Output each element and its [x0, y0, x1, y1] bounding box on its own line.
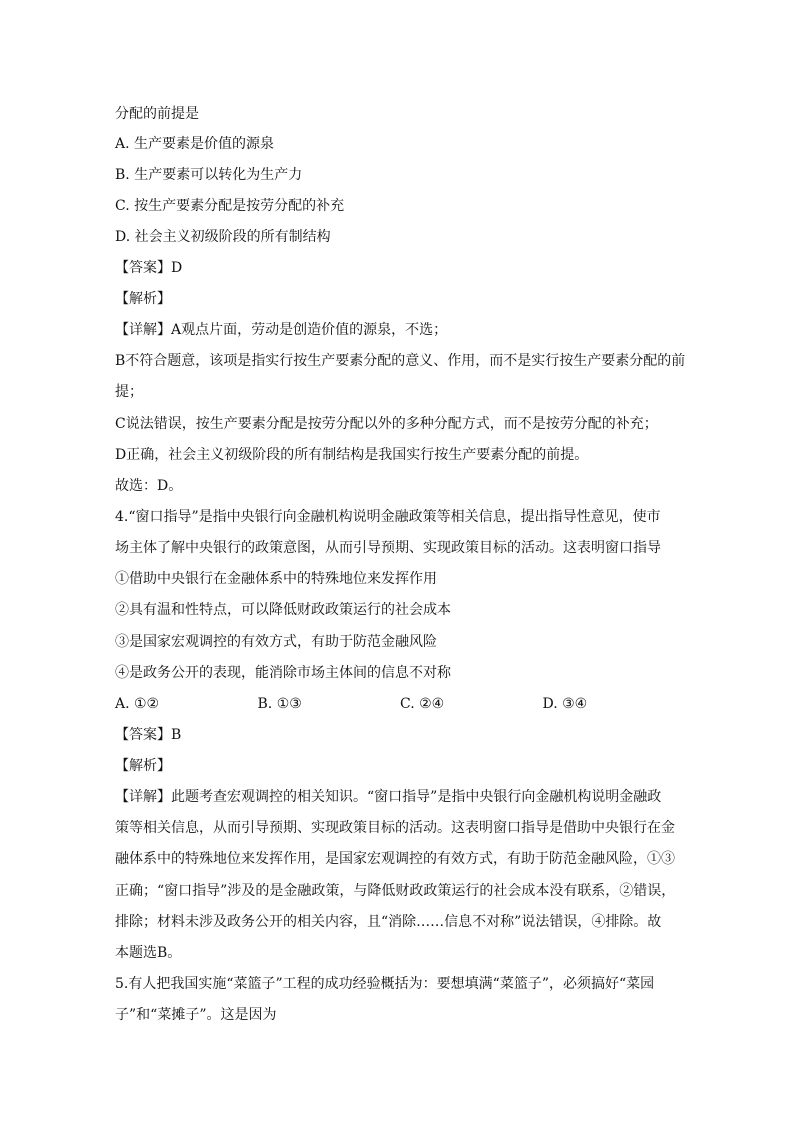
q4-detail-line: 正确；“窗口指导”涉及的是金融政策，与降低财政政策运行的社会成本没有联系，②错误， [115, 883, 676, 899]
q3-option-a: A. 生产要素是价值的源泉 [115, 136, 275, 152]
q3-detail-line: C说法错误，按生产要素分配是按劳分配以外的多种分配方式，而不是按劳分配的补充； [115, 416, 658, 432]
q4-option-b: B. ①③ [257, 696, 302, 712]
q3-option-c: C. 按生产要素分配是按劳分配的补充 [115, 198, 345, 214]
q4-option-c: C. ②④ [400, 696, 445, 712]
q4-answer: 【答案】B [115, 727, 182, 743]
q4-analysis-heading: 【解析】 [115, 758, 171, 774]
question-5-stem: 5.有人把我国实施“菜篮子”工程的成功经验概括为：要想填满“菜篮子”，必须搞好“菜园 [115, 976, 655, 992]
q3-detail-line: 提； [115, 384, 143, 400]
q4-detail-line: 排除；材料未涉及政务公开的相关内容，且“消除……信息不对称”说法错误，④排除。故 [115, 914, 662, 930]
question-5-stem: 子”和“菜摊子”。这是因为 [115, 1007, 277, 1023]
q4-option-a: A. ①② [115, 696, 160, 712]
question-4-stem: 4.“窗口指导”是指中央银行向金融机构说明金融政策等相关信息，提出指导性意见，使市 [115, 509, 661, 525]
q3-option-b: B. 生产要素可以转化为生产力 [115, 167, 303, 183]
q3-detail-line: D正确，社会主义初级阶段的所有制结构是我国实行按生产要素分配的前提。 [115, 447, 589, 463]
q4-detail-line: 本题选B。 [115, 945, 182, 961]
q3-answer: 【答案】D [115, 260, 183, 276]
q4-detail-line: 策等相关信息，从而引导预期、实现政策目标的活动。这表明窗口指导是借助中央银行在金 [115, 820, 675, 836]
question-4-stem: 场主体了解中央银行的政策意图，从而引导预期、实现政策目标的活动。这表明窗口指导 [115, 540, 661, 556]
q3-analysis-heading: 【解析】 [115, 291, 171, 307]
q4-option-d: D. ③④ [542, 696, 588, 712]
q3-detail-line: 【详解】A观点片面，劳动是创造价值的源泉，不选； [115, 322, 448, 338]
q4-options [115, 694, 685, 714]
q4-statement-4: ④是政务公开的表现，能消除市场主体间的信息不对称 [115, 665, 451, 681]
q3-option-d: D. 社会主义初级阶段的所有制结构 [115, 229, 331, 245]
q4-detail-line: 【详解】此题考查宏观调控的相关知识。“窗口指导”是指中央银行向金融机构说明金融政 [115, 789, 662, 805]
q3-detail-line: B不符合题意，该项是指实行按生产要素分配的意义、作用，而不是实行按生产要素分配的前 [115, 353, 686, 369]
q4-statement-1: ①借助中央银行在金融体系中的特殊地位来发挥作用 [115, 571, 437, 587]
q4-statement-2: ②具有温和性特点，可以降低财政政策运行的社会成本 [115, 602, 451, 618]
q4-statement-3: ③是国家宏观调控的有效方式，有助于防范金融风险 [115, 634, 437, 650]
question-3-stem-end: 分配的前提是 [115, 106, 199, 122]
q4-detail-line: 融体系中的特殊地位来发挥作用，是国家宏观调控的有效方式，有助于防范金融风险，①③ [115, 851, 675, 867]
q3-conclusion: 故选：D。 [115, 478, 183, 494]
